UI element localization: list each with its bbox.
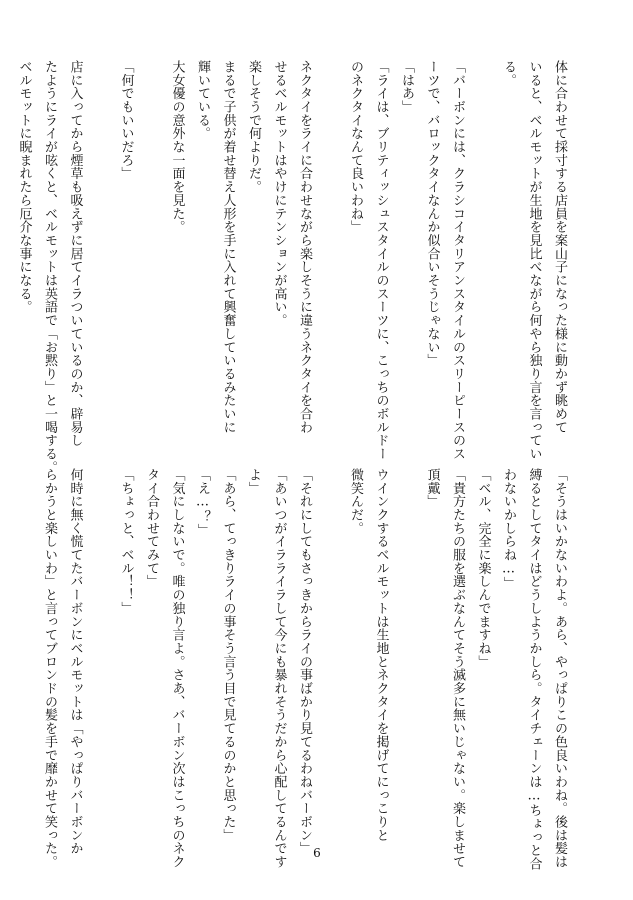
text-line: 「そうはいかないわよ。あら、やっぱりこの色良いわね。後は髪は (552, 468, 567, 869)
text-line: 縛るとしてタイはどうしようかしら。タイチェーンは…ちょっと合 (526, 468, 542, 871)
text-line (317, 468, 343, 840)
text-block-top (16, 60, 572, 474)
text-line: ベルモットに睨まれたら厄介な事になる。 (16, 60, 32, 314)
text-line: 楽しそうで何よりだ。 (246, 60, 261, 194)
text-line: る。 (501, 60, 516, 87)
text-line: 「気にしないで。唯の独り言よ。さあ、バーボン次はこっちのネク (169, 468, 185, 869)
text-line: 「あら、てっきりライの事そう言う目で見てるのかと思った」 (220, 468, 236, 842)
text-line: 「貴方たちの服を選ぶなんてそう滅多に無いじゃない。楽しませて (450, 468, 465, 869)
text-line (317, 60, 343, 443)
text-line: らかうと楽しいわ」と言ってブロンドの髪を手で靡かせて笑った。 (42, 468, 57, 869)
text-line: 「バーボンには、クラシコイタリアンスタイルのスリーピースのス (450, 60, 465, 461)
text-line: 大女優の意外な一面を見た。 (169, 60, 185, 234)
text-line (88, 468, 114, 840)
text-line: のネクタイなんて良いわね」 (348, 60, 363, 234)
text-line: 「何でもいいだろ」 (118, 60, 134, 181)
text-line: 「ベル、完全に楽しんでますね」 (475, 468, 491, 669)
text-line: 「あいつがイラライラして今にも暴れそうだから心配してるんです (271, 468, 287, 869)
text-line: 何時に無く慌てたバーボンにベルモットは「やっぱりバーボンか (67, 468, 83, 856)
text-line: たようにライが呟くと、ベルモットは英語で「お黙り」と一喝する。 (42, 60, 57, 474)
text-line: せるベルモットはやけにテンションが高い。 (271, 60, 287, 327)
text-line: 「え…？」 (195, 468, 210, 537)
text-line (470, 60, 496, 443)
text-line (88, 60, 114, 443)
page-number: 6 (313, 846, 321, 860)
text-line: 輝いている。 (195, 60, 210, 141)
text-line: 「ライは、ブリティッシュスタイルのスーツに、こっちのボルドー (373, 60, 389, 461)
text-line: ーツで、バロックタイなんか似合いそうじゃない」 (424, 60, 440, 368)
text-line: 微笑んだ。 (348, 468, 363, 535)
text-line (394, 468, 420, 840)
text-line: 「ちょっと、ベル！！」 (118, 468, 134, 615)
text-line: まるで子供が着せ替え人形を手に入れて興奮しているみたいに (220, 60, 236, 434)
text-line: よ」 (246, 468, 261, 495)
text-line: ネクタイをライに合わせながら楽しそうに違うネクタイを合わ (297, 60, 312, 434)
text-line: 店に入ってから煙草も吸えずに居てイラついているのか、辟易し (67, 60, 83, 448)
text-line: いると、ベルモットが生地を見比べながら何やら独り言を言ってい (526, 60, 542, 461)
text-line: 体に合わせて採寸する店員を案山子になった様に動かず眺めて (552, 60, 567, 434)
text-line: 頂戴」 (424, 468, 440, 509)
text-block-bottom (42, 468, 572, 871)
text-line: 「それにしてもさっきからライの事ばかり見てるわねバーボン」 (297, 468, 312, 856)
text-line: わないかしらね…」 (501, 468, 516, 591)
text-line: ウインクするベルモットは生地とネクタイを掲げてにっこりと (373, 468, 389, 842)
text-line: 「はあ」 (399, 60, 414, 114)
text-line (139, 60, 165, 443)
text-line: タイ合わせてみて」 (144, 468, 159, 589)
